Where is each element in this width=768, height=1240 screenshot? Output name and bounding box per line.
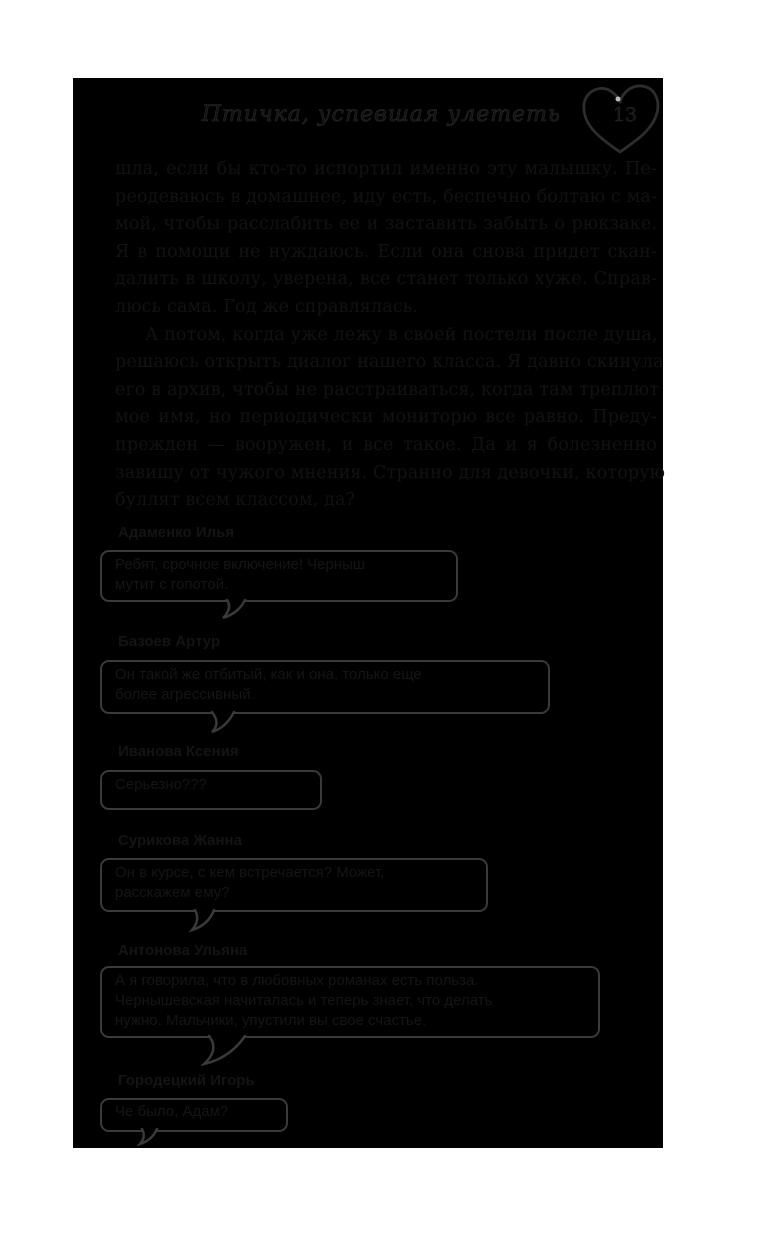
chat-sender-name: Антонова Ульяна xyxy=(118,942,248,959)
text-line: буллят всем классом, да? xyxy=(115,490,356,511)
chat-bubble xyxy=(100,1098,288,1132)
body-text xyxy=(115,156,666,515)
chat-bubble xyxy=(100,770,322,810)
chat-message-line: Серьезно??? xyxy=(115,776,207,793)
chat-message-line: нужно. Мальчики, упустили вы свое счастье. xyxy=(115,1012,427,1029)
chat-sender-name: Сурикова Жанна xyxy=(118,832,242,849)
chat-message-line: мутит с гопотой. xyxy=(115,576,229,593)
chat-sender-name: Городецкий Игорь xyxy=(118,1072,255,1089)
chat-bubble xyxy=(100,966,600,1038)
text-line: Я в помощи не нуждаюсь. Если она снова придет скан- xyxy=(115,241,657,262)
chat-message-line: Он такой же отбитый, как и она, только еще xyxy=(115,666,422,683)
text-line: шла, если бы кто-то испортил именно эту малышку. Пе- xyxy=(115,159,657,179)
speech-tail-icon xyxy=(208,710,238,736)
speech-tail-icon xyxy=(201,1034,251,1068)
running-header-title: Птичка, успевшая улететь xyxy=(201,102,561,127)
chat-bubble xyxy=(100,660,550,714)
book-page xyxy=(73,78,666,1148)
text-line: реодеваюсь в домашнее, иду есть, беспечно болтаю с ма- xyxy=(115,186,657,207)
chat-message-line: расскажем ему? xyxy=(115,884,230,901)
text-line: люсь сама. Год же справлялась. xyxy=(115,296,419,317)
text-line: его в архив, чтобы не расстраиваться, когда там треплют xyxy=(115,379,660,400)
text-line: мое имя, но периодически мониторю все равно. Преду- xyxy=(115,407,657,428)
text-line: далить в школу, уверена, все станет только хуже. Справ- xyxy=(115,269,657,290)
chat-message-line: Ребят, срочное включение! Черныш xyxy=(115,556,365,573)
chat-sender-name: Базоев Артур xyxy=(118,633,221,650)
text-line: А потом, когда уже лежу в своей постели после душа, xyxy=(145,324,658,345)
chat-message-line: Он в курсе, с кем встречается? Может, xyxy=(115,864,385,881)
chat-sender-name: Иванова Ксения xyxy=(118,743,239,760)
text-line: мой, чтобы расслабить ее и заставить забыть о рюкзаке. xyxy=(115,214,657,235)
chat-bubble xyxy=(100,858,488,912)
text-line: завишу от чужого мнения. Странно для девочки, которую xyxy=(115,462,666,483)
chat-message-line: А я говорила, что в любовных романах есть польза. xyxy=(115,972,479,989)
chat-message-line: Че было, Адам? xyxy=(115,1103,229,1120)
page-number: 13 xyxy=(612,104,638,126)
chat-bubble xyxy=(100,550,458,602)
chat-message-line: более агрессивный. xyxy=(115,686,255,703)
speech-tail-icon xyxy=(221,598,251,622)
text-line: прежден — вооружен, и все такое. Да и я болезненно xyxy=(115,434,657,455)
chat-message-line: Чернышевская начиталась и теперь знает, что делать xyxy=(115,992,493,1009)
chat-sender-name: Адаменко Илья xyxy=(118,524,235,541)
speech-tail-icon xyxy=(137,1128,163,1146)
text-line: решаюсь открыть диалог нашего класса. Я давно скинула xyxy=(115,352,664,373)
speech-tail-icon xyxy=(189,908,219,934)
